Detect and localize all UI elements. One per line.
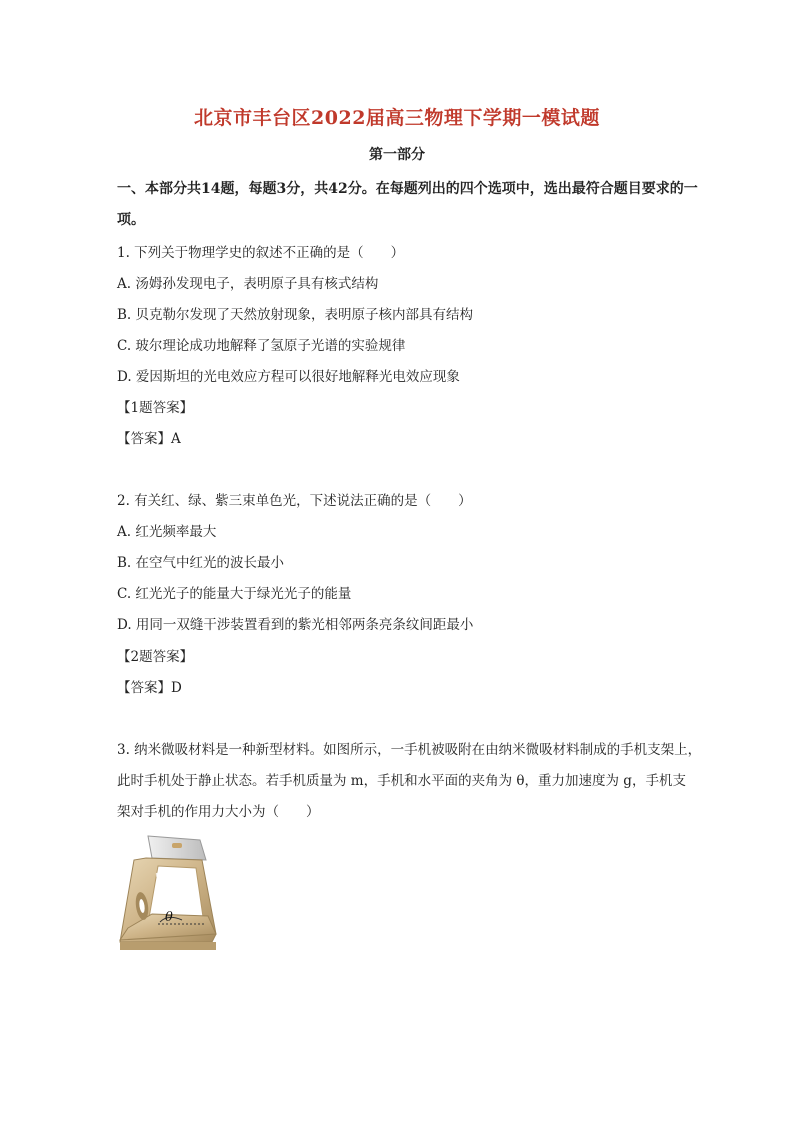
- question-2-answer-tag: 【2题答案】: [117, 649, 194, 665]
- phone-shape: [148, 836, 206, 860]
- phone-stand-illustration: [112, 830, 220, 958]
- question-2-stem: 2. 有关红、绿、紫三束单色光，下述说法正确的是（ ）: [117, 493, 472, 509]
- question-1-option-b: B. 贝克勒尔发现了天然放射现象，表明原子核内部具有结构: [117, 307, 474, 323]
- stand-shape: [120, 858, 216, 950]
- document-title: 北京市丰台区2022届高三物理下学期一模试题: [194, 107, 600, 129]
- question-1-option-d: D. 爱因斯坦的光电效应方程可以很好地解释光电效应现象: [117, 369, 460, 385]
- question-2-option-b: B. 在空气中红光的波长最小: [117, 555, 285, 571]
- question-1-option-a: A. 汤姆孙发现电子，表明原子具有核式结构: [117, 276, 379, 292]
- question-2-option-c: C. 红光光子的能量大于绿光光子的能量: [117, 586, 352, 602]
- question-3-stem-line-3: 架对手机的作用力大小为（ ）: [117, 804, 320, 820]
- question-3-stem-line-1: 3. 纳米微吸材料是一种新型材料。如图所示，一手机被吸附在由纳米微吸材料制成的手机支架上，: [117, 742, 702, 758]
- question-1-stem: 1. 下列关于物理学史的叙述不正确的是（ ）: [117, 245, 405, 261]
- question-1-answer: 【答案】A: [117, 431, 181, 447]
- question-3-stem-line-2: 此时手机处于静止状态。若手机质量为 m，手机和水平面的夹角为 θ，重力加速度为 g，手机支: [117, 773, 686, 789]
- section-intro-line-1: 一、本部分共14题，每题3分，共42分。在每题列出的四个选项中，选出最符合题目要求的一: [117, 181, 698, 197]
- theta-label: θ: [165, 910, 173, 925]
- question-2-option-d: D. 用同一双缝干涉装置看到的紫光相邻两条亮条纹间距最小: [117, 617, 474, 633]
- question-1-option-c: C. 玻尔理论成功地解释了氢原子光谱的实验规律: [117, 338, 406, 354]
- section-intro-line-2: 项。: [117, 212, 145, 228]
- part-heading: 第一部分: [369, 147, 425, 163]
- phone-stand-figure: [112, 830, 220, 958]
- question-1-answer-tag: 【1题答案】: [117, 400, 194, 416]
- question-2-option-a: A. 红光频率最大: [117, 524, 217, 540]
- question-2-answer: 【答案】D: [117, 680, 182, 696]
